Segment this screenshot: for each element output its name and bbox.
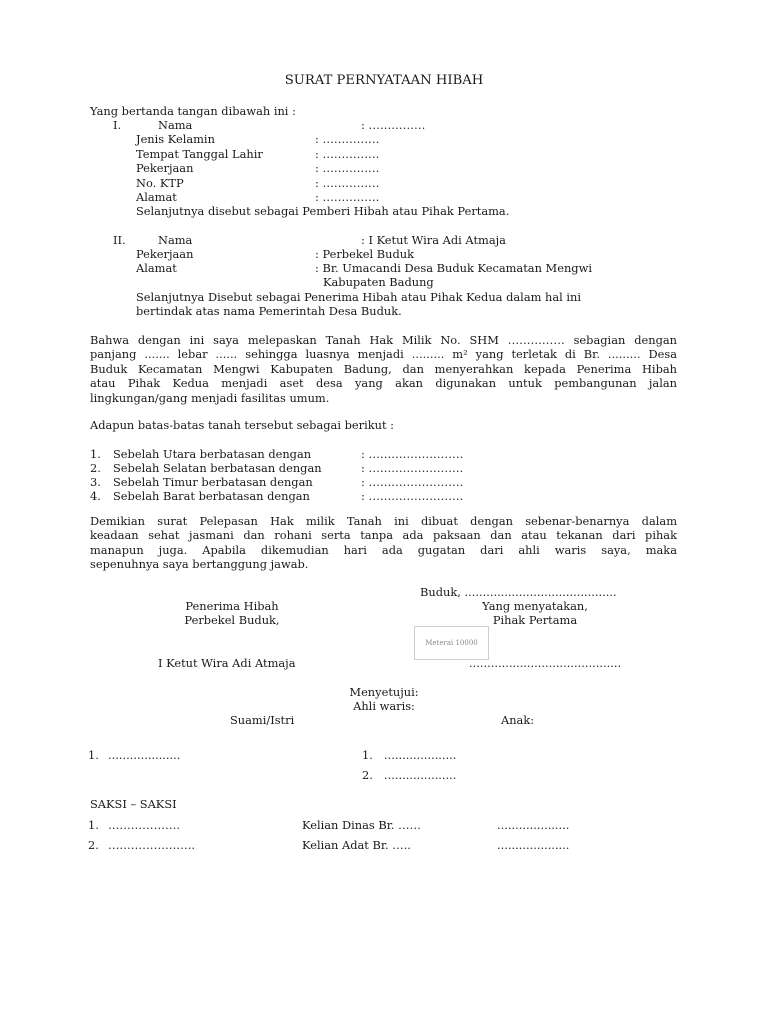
batas-label: Sebelah Selatan berbatasan dengan (113, 461, 322, 475)
batas-label: Sebelah Utara berbatasan dengan (113, 447, 312, 461)
party1-ttl-value: : …………… (315, 147, 380, 161)
witness-role: Kelian Adat Br. ….. (302, 838, 411, 852)
spouse-label: Suami/Istri (230, 713, 295, 727)
batas-intro: Adapun batas-batas tanah tersebut sebagai berikut : (90, 418, 394, 432)
party1-jenis-kelamin-value: : …………… (315, 132, 380, 146)
right-signer-role: Pihak Pertama (492, 613, 578, 627)
spouse-1-signature-line: .................... (108, 748, 181, 762)
party1-nama-label: Nama (158, 118, 193, 132)
party1-ttl-label: Tempat Tanggal Lahir (136, 147, 263, 161)
body1-line: Buduk Kecamatan Mengwi Kabupaten Badung, dan menyerahkan kepada Penerima Hibah (90, 361, 677, 376)
right-signer-name: .......................................... (469, 656, 622, 670)
party1-pekerjaan-label: Pekerjaan (136, 161, 194, 175)
batas-num: 2. (90, 461, 101, 475)
batas-value: : ……………………. (361, 489, 464, 503)
witnesses-heading: SAKSI – SAKSI (90, 797, 177, 811)
batas-label: Sebelah Barat berbatasan dengan (113, 489, 310, 503)
party1-jenis-kelamin-label: Jenis Kelamin (136, 132, 215, 146)
party2-nama-label: Nama (158, 233, 193, 247)
party1-number: I. (113, 118, 122, 132)
heirs-heading: Ahli waris: (353, 699, 415, 713)
child-1-number: 1. (362, 748, 373, 762)
body1-line: atau Pihak Kedua menjadi aset desa yang akan digunakan untuk pembangunan jalan (90, 376, 677, 391)
batas-label: Sebelah Timur berbatasan dengan (113, 475, 313, 489)
witness-name-line: ………………….. (108, 838, 195, 852)
batas-num: 4. (90, 489, 101, 503)
body2-line: sepenuhnya saya bertanggung jawab. (90, 557, 309, 572)
body1-line: panjang ....... lebar ...... sehingga luasnya menjadi ......... m² yang terletak di Br. ......... Desa (90, 347, 677, 362)
left-signer-role: Perbekel Buduk, (184, 613, 280, 627)
approval-heading: Menyetujui: (349, 685, 419, 699)
party2-alamat-value-cont: Kabupaten Badung (323, 275, 434, 289)
party2-pekerjaan-value: : Perbekel Buduk (315, 247, 414, 261)
party1-ktp-label: No. KTP (136, 176, 184, 190)
party2-number: II. (113, 233, 126, 247)
party2-note-line2: bertindak atas nama Pemerintah Desa Buduk. (136, 304, 402, 318)
witness-name-line: ………………. (108, 818, 180, 832)
body-paragraph-2 (90, 514, 677, 572)
child-label: Anak: (501, 713, 535, 727)
body2-line: keadaan sehat jasmani dan rohani serta tanpa ada paksaan dan atau tekanan dari pihak (90, 528, 677, 543)
left-signer-name: I Ketut Wira Adi Atmaja (158, 656, 296, 670)
body1-line: Bahwa dengan ini saya melepaskan Tanah Hak Milik No. SHM …………… sebagian dengan (90, 333, 677, 347)
spouse-1-number: 1. (88, 748, 99, 762)
party1-alamat-label: Alamat (136, 190, 177, 204)
party1-ktp-value: : …………… (315, 176, 380, 190)
party1-nama-value: : …………… (361, 118, 426, 132)
party2-nama-value: : I Ketut Wira Adi Atmaja (361, 233, 506, 247)
party2-alamat-value: : Br. Umacandi Desa Buduk Kecamatan Mengwi (315, 261, 592, 275)
witness-role: Kelian Dinas Br. …… (302, 818, 421, 832)
child-1-signature-line: .................... (384, 748, 457, 762)
batas-num: 1. (90, 447, 101, 461)
party1-alamat-value: : …………… (315, 190, 380, 204)
witness-number: 1. (88, 818, 99, 832)
party2-alamat-label: Alamat (136, 261, 177, 275)
body-paragraph-1 (90, 333, 677, 405)
left-signer-title: Penerima Hibah (185, 599, 279, 613)
batas-value: : ……………………. (361, 461, 464, 475)
batas-value: : ……………………. (361, 447, 464, 461)
body1-line: lingkungan/gang menjadi fasilitas umum. (90, 390, 330, 405)
party2-note-line1: Selanjutnya Disebut sebagai Penerima Hibah atau Pihak Kedua dalam hal ini (136, 290, 582, 304)
witness-number: 2. (88, 838, 99, 852)
party1-note: Selanjutnya disebut sebagai Pemberi Hibah atau Pihak Pertama. (136, 204, 510, 218)
witness-signature-line: .................... (497, 818, 570, 832)
document-title: SURAT PERNYATAAN HIBAH (284, 73, 484, 88)
intro-text: Yang bertanda tangan dibawah ini : (90, 104, 296, 118)
body2-line: Demikian surat Pelepasan Hak milik Tanah ini dibuat dengan sebenar-benarnya dalam (90, 514, 677, 528)
batas-num: 3. (90, 475, 101, 489)
child-2-signature-line: .................... (384, 768, 457, 782)
witness-signature-line: .................... (497, 838, 570, 852)
meterai-stamp: Meterai 10000 (414, 626, 489, 660)
child-2-number: 2. (362, 768, 373, 782)
body2-line: manapun juga. Apabila dikemudian hari ada gugatan dari ahli waris saya, maka (90, 542, 677, 557)
right-signer-title: Yang menyatakan, (482, 599, 588, 613)
place-date: Buduk, .......................................... (420, 585, 617, 599)
party2-pekerjaan-label: Pekerjaan (136, 247, 194, 261)
batas-value: : ……………………. (361, 475, 464, 489)
party1-pekerjaan-value: : …………… (315, 161, 380, 175)
